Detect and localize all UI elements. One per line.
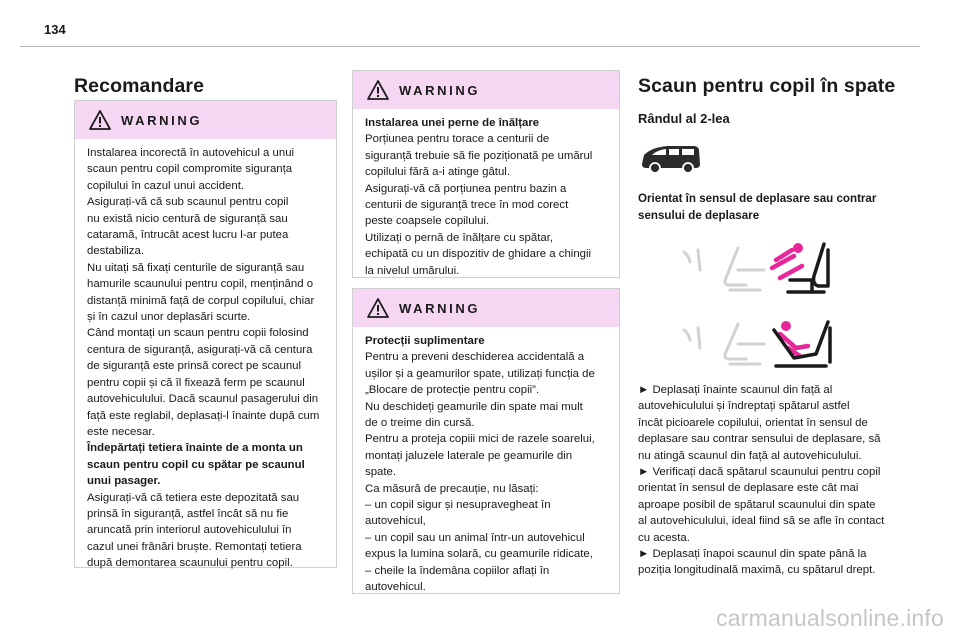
text-line: – un copil sigur și nesupravegheat în — [365, 499, 551, 512]
instruction-line: deplasare sau contrar sensului de deplasare, să — [638, 433, 881, 446]
warning-box-protection — [352, 288, 620, 594]
text-line: autovehicul. — [365, 581, 426, 594]
van-icon — [638, 142, 702, 176]
text-line: Pentru a preveni deschiderea accidentală a — [365, 351, 585, 364]
warning-title: WARNING — [399, 82, 481, 98]
text-line: – un copil sau un animal într-un autovehicul — [365, 531, 585, 544]
warning-text — [353, 109, 619, 279]
text-line: copilului în cazul unui accident. — [87, 179, 245, 192]
text-line: Asigurați-vă că tetiera este depozitată sau — [87, 491, 300, 504]
text-line: scaun pentru copil compromite siguranța — [87, 163, 293, 176]
warning-triangle-icon — [89, 110, 111, 130]
text-line: Îndepărtați tetiera înainte de a monta un — [87, 442, 303, 455]
text-line: aruncată prin interiorul autovehiculului în — [87, 524, 292, 537]
text-line: de o treime din cursă. — [365, 417, 475, 430]
text-line: Porțiunea pentru torace a centurii de — [365, 133, 550, 146]
rear-facing-child-seat-icon — [676, 318, 836, 374]
orientation-heading: Orientat în sensul de deplasare sau contrar sensului de deplasare — [638, 192, 877, 222]
text-line: față este reglabil, deplasați-l înainte după cum — [87, 409, 320, 422]
text-line: hamurile scaunului pentru copil, menținând o — [87, 278, 314, 291]
instruction-line: ► Verificați dacă spătarul scaunului pentru copil — [638, 466, 881, 479]
text-line: scaun pentru copil cu spătar pe scaunul — [87, 458, 305, 471]
text-line: Când montați un scaun pentru copii folosind — [87, 327, 309, 340]
instruction-line: ► Deplasați înapoi scaunul din spate până la — [638, 548, 867, 561]
text-line: Protecții suplimentare — [365, 335, 485, 347]
warning-title: WARNING — [399, 300, 481, 316]
text-line: Instalarea incorectă în autovehicul a unui — [87, 147, 295, 159]
text-line: pentru copii și că îl fixează ferm pe scaunul — [87, 376, 305, 389]
instruction-line: nu atingă scaunul din față al autovehiculului. — [638, 449, 862, 462]
text-line: „Blocare de protecție pentru copii”. — [365, 384, 540, 397]
instruction-line: ► Deplasați înainte scaunul din față al — [638, 384, 833, 396]
text-line: Nu deschideți geamurile din spate mai mult — [365, 400, 583, 413]
warning-header — [353, 71, 619, 109]
text-line: spate. — [365, 466, 397, 479]
instruction-line: al autovehiculului, ideal fiind să se afle în contact — [638, 515, 885, 528]
row-heading: Rândul al 2-lea — [638, 111, 730, 126]
text-line: Pentru a proteja copiii mici de razele soarelui, — [365, 433, 595, 446]
section-title-rear-child-seat: Scaun pentru copil în spate — [638, 75, 896, 97]
warning-box-installation — [74, 100, 337, 568]
text-line: echipată cu un dispozitiv de ghidare a chingii — [365, 248, 592, 261]
section-title-recomandare: Recomandare — [74, 75, 205, 97]
instruction-line: cu acesta. — [638, 531, 690, 544]
text-line: distanță minimă față de corpul copilului, chiar — [87, 294, 315, 307]
text-line: Ca măsură de precauție, nu lăsați: — [365, 482, 539, 495]
warning-text — [353, 327, 619, 596]
text-line: de siguranță este prinsă corect pe scaunul — [87, 360, 302, 373]
text-line: centura de siguranță, asigurați-vă că centura — [87, 343, 313, 356]
text-line: Nu uitați să fixați centurile de siguranță sau — [87, 261, 305, 274]
text-line: unui pasager. — [87, 475, 161, 488]
warning-triangle-icon — [367, 80, 389, 100]
warning-triangle-icon — [367, 298, 389, 318]
instruction-line: autovehiculului și îndreptați spătarul astfel — [638, 400, 850, 413]
text-line: autovehicul, — [365, 515, 426, 528]
text-line: și în cazul unor deplasări scurte. — [87, 311, 251, 324]
text-line: ușilor și a geamurilor spate, utilizați funcția de — [365, 367, 595, 380]
watermark: carmanualsonline.info — [716, 605, 944, 631]
text-line: cataramă, întrucât acest lucru l-ar putea — [87, 229, 289, 242]
warning-title: WARNING — [121, 112, 203, 128]
instruction-line: aproape posibil de spătarul scaunului din spate — [638, 498, 876, 511]
text-line: peste coapsele copilului. — [365, 215, 490, 228]
warning-box-booster — [352, 70, 620, 278]
text-line: montați jaluzele laterale pe geamurile din — [365, 449, 573, 462]
instruction-line: încât picioarele copilului, orientat în sensul de — [638, 416, 868, 429]
text-line: Asigurați-vă că sub scaunul pentru copil — [87, 196, 289, 209]
text-line: la nivelul umărului. — [365, 264, 460, 277]
text-line: expus la lumina solară, cu geamurile ridicate, — [365, 548, 593, 561]
text-line: Instalarea unei perne de înălțare — [365, 117, 540, 129]
text-line: Utilizați o pernă de înălțare cu spătar, — [365, 231, 554, 244]
warning-header — [353, 289, 619, 327]
text-line: centurii de siguranță trece în mod corect — [365, 199, 569, 212]
text-line: cazul unei frânări bruște. Remontați tetiera — [87, 540, 302, 553]
warning-text — [75, 139, 336, 572]
text-line: este necesar. — [87, 425, 155, 438]
text-line: siguranță trebuie să fie poziționată pe umărul — [365, 149, 593, 162]
instruction-line: orientat în sensul de deplasare este cât mai — [638, 482, 859, 495]
text-line: destabiliza. — [87, 245, 144, 258]
text-line: după demontarea scaunului pentru copil. — [87, 557, 293, 570]
text-line: – cheile la îndemâna copiilor aflați în — [365, 564, 550, 577]
text-line: copilului fără a-i atinge gâtul. — [365, 166, 511, 179]
page-number: 134 — [44, 22, 66, 37]
text-line: prinsă în siguranță, astfel încât să nu fie — [87, 507, 289, 520]
warning-header — [75, 101, 336, 139]
header-divider — [20, 46, 920, 47]
instruction-line: poziția longitudinală maximă, cu spătarul drept. — [638, 564, 876, 577]
text-line: nu există nicio centură de siguranță sau — [87, 212, 288, 225]
forward-facing-child-seat-icon — [676, 240, 836, 300]
instructions-text — [638, 382, 908, 579]
text-line: autovehiculului. Dacă scaunul pasagerului din — [87, 393, 319, 406]
text-line: Asigurați-vă că porțiunea pentru bazin a — [365, 182, 567, 195]
